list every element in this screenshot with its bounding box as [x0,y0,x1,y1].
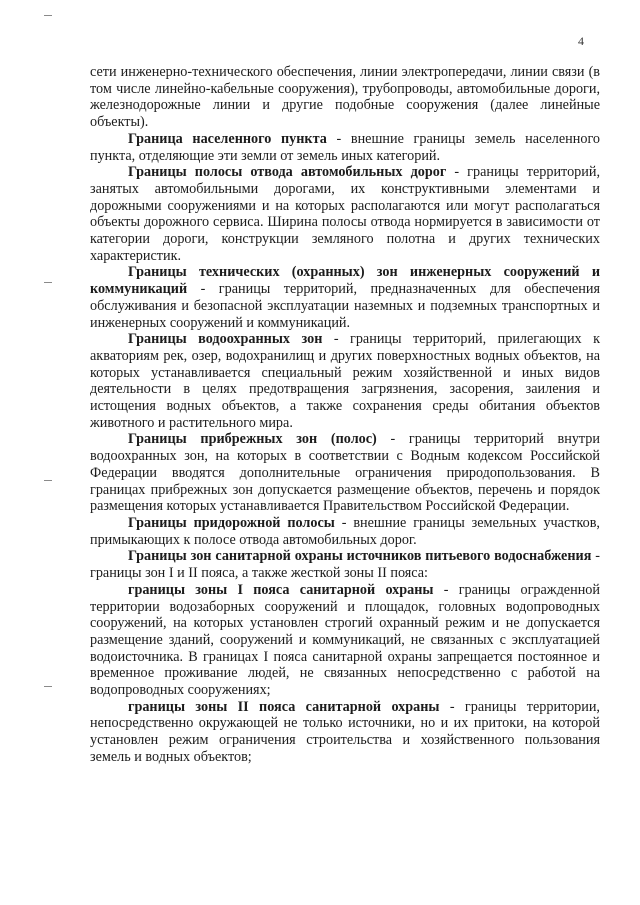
paragraph-term: Граница населенного пункта [128,130,327,147]
paragraph [90,699,600,766]
paragraph-text: - границы территорий, предназначенных для обеспечения обслуживания и безопасной эксплуатации наземных и подземных транспортных и инженерных сооружений и коммуникаций. [90,281,600,331]
paragraph-term: границы зоны II пояса санитарной охраны [128,698,440,715]
paragraph [90,582,600,699]
paragraph-term: Границы прибрежных зон (полос) [128,431,377,448]
paragraph [90,331,600,431]
scan-margin-mark [44,15,52,16]
paragraph-term: Границы водоохранных зон [128,331,323,348]
paragraph-term: Границы зон санитарной охраны источников питьевого водоснабжения [128,548,592,565]
paragraph-text: - границы территорий внутри водоохранных зон, на которых в соответствии с Водным кодексом Российской Федерации вводятся дополнительные ограничения природопользования. В границах прибрежных зон допускается размещение объектов, перечень и порядок размещения которых устанавливается Правительством Российской Федерации. [90,431,600,515]
paragraph [90,164,600,264]
paragraph [90,431,600,515]
paragraph-text: - границы зон I и II пояса, а также жесткой зоны II пояса: [90,548,600,582]
paragraph-text: - границы территорий, занятых автомобильными дорогами, их конструктивными элементами и дорожными сооружениями и на которых располагаются или могут располагаться объекты дорожного сервиса. Ширина полосы отвода нормируется в зависимости от категории дороги, конструкции земляного полотна и других технических характеристик. [90,164,600,264]
paragraph-term: Границы полосы отвода автомобильных дорог [128,164,447,181]
document-body [90,64,600,766]
paragraph-text: сети инженерно-технического обеспечения, линии электропередачи, линии связи (в том числе линейно-кабельные сооружения), трубопроводы, автомобильные дороги, железнодорожные линии и другие подобные сооружения (далее линейные объекты). [90,64,600,131]
paragraph-term: Границы технических (охранных) зон инженерных сооружений и коммуникаций [90,264,600,298]
paragraph-text: - границы огражденной территории водозаборных сооружений и площадок, головных водопроводных сооружений, на которых установлен строгий охранный режим и не допускается размещение зданий, сооружений и коммуникаций, не связанных с эксплуатацией водоисточника. В границах I пояса санитарной охраны запрещается постоянное и временное проживание людей, не связанных непосредственно с работой на водопроводных сооружениях; [90,581,600,699]
paragraph-term: границы зоны I пояса санитарной охраны [128,581,434,598]
paragraph-term: Границы придорожной полосы [128,514,335,531]
scan-margin-mark [44,480,52,481]
paragraph [90,548,600,581]
paragraph-text: - внешние границы земель населенного пункта, отделяющие эти земли от земель иных категорий. [90,130,600,164]
paragraph [90,64,600,131]
paragraph [90,131,600,164]
paragraph-text: - границы территории, непосредственно окружающей не только источники, но и их притоки, на которой установлен режим ограничения строительства и хозяйственного пользования земель и водных объектов; [90,698,600,765]
paragraph-text: - границы территорий, прилегающих к акваториям рек, озер, водохранилищ и других поверхностных водных объектов, на которых устанавливается специальный режим хозяйственной и иных видов деятельности в целях предотвращения загрязнения, засорения, заиления и истощения водных объектов, а также сохранения среды обитания объектов животного и растительного мира. [90,331,600,431]
paragraph [90,515,600,548]
paragraph-text: - внешние границы земельных участков, примыкающих к полосе отвода автомобильных дорог. [90,514,600,548]
paragraph [90,264,600,331]
scan-margin-mark [44,686,52,687]
scan-margin-mark [44,282,52,283]
page-number: 4 [578,34,584,48]
